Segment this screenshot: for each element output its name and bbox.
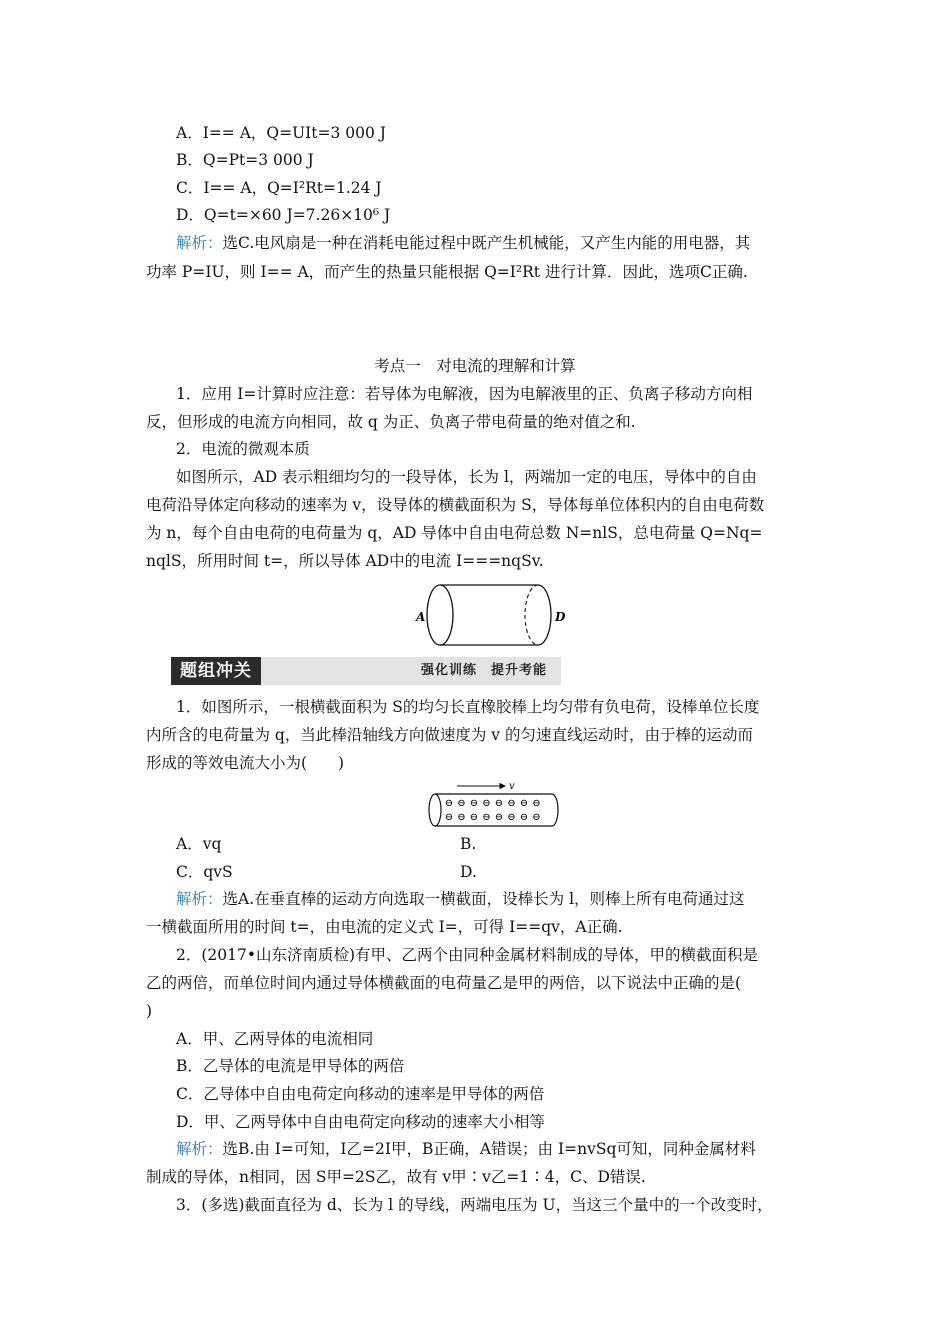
- negative-charge: ⊖: [469, 812, 479, 823]
- q1-analysis-line2: 一横截面所用的时间 t=，由电流的定义式 I=，可得 I==qv，A正确.: [146, 918, 623, 936]
- section-line-4: 如图所示，AD 表示粗细均匀的一段导体，长为 l，两端加一定的电压，导体中的自由: [176, 468, 757, 486]
- section-banner: [171, 657, 561, 685]
- negative-charge: ⊖: [444, 798, 454, 809]
- analysis-label: 解析：: [176, 234, 223, 252]
- q1-line-1: 1．如图所示，一根横截面积为 S的均匀长直橡胶棒上均匀带有负电荷，设棒单位长度: [176, 698, 760, 716]
- negative-charge: ⊖: [444, 812, 454, 823]
- negative-charge: ⊖: [507, 798, 516, 809]
- negative-charge: ⊖: [494, 798, 504, 809]
- q2-option-c: C．乙导体中自由电荷定向移动的速率是甲导体的两倍: [176, 1085, 545, 1103]
- q2-line-3: ): [146, 1002, 153, 1020]
- q2-analysis-line1: 解析：选B.由 I=可知，I乙=2I甲，B正确，A错误；由 I=nvSq可知，同种金属材料: [176, 1140, 756, 1158]
- charged-rod-figure: [425, 778, 565, 830]
- q3-line-1: 3．(多选)截面直径为 d、长为 l 的导线，两端电压为 U，当这三个量中的一个改变时，: [176, 1196, 773, 1214]
- negative-charge: ⊖: [519, 812, 529, 823]
- banner-title: 题组冲关: [171, 657, 261, 685]
- q1-option-d: D.: [460, 863, 477, 881]
- analysis-label: 解析：: [176, 890, 223, 908]
- q1-analysis-line1: 解析：选A.在垂直棒的运动方向选取一横截面，设棒长为 l，则棒上所有电荷通过这: [176, 890, 745, 908]
- top-option-a: A．I== A，Q=UIt=3 000 J: [176, 124, 387, 142]
- negative-charge: ⊖: [482, 798, 491, 809]
- negative-charge: ⊖: [457, 812, 466, 823]
- label-d: D: [555, 610, 566, 624]
- q2-option-b: B．乙导体的电流是甲导体的两倍: [176, 1057, 405, 1075]
- negative-charge: ⊖: [519, 798, 529, 809]
- velocity-label: v: [509, 781, 515, 792]
- section-title: 考点一 对电流的理解和计算: [374, 357, 576, 375]
- top-analysis-line1: 解析：选C.电风扇是一种在消耗电能过程中既产生机械能，又产生内能的用电器，其: [176, 234, 751, 252]
- banner-subtitle: 强化训练 提升考能: [420, 663, 547, 678]
- top-option-d: D．Q=t=×60 J=7.26×10⁶ J: [176, 206, 391, 224]
- negative-charge: ⊖: [532, 812, 541, 823]
- q2-line-2: 乙的两倍，而单位时间内通过导体横截面的电荷量乙是甲的两倍，以下说法中正确的是(: [146, 974, 742, 992]
- q1-line-3: 形成的等效电流大小为( ): [146, 754, 345, 772]
- top-analysis-line2: 功率 P=IU，则 I== A，而产生的热量只能根据 Q=I²Rt 进行计算．因此，选项C正确.: [146, 263, 748, 281]
- q1-line-2: 内所含的电荷量为 q，当此棒沿轴线方向做速度为 v 的匀速直线运动时，由于棒的运动而: [146, 726, 753, 744]
- q1-option-b: B.: [460, 835, 477, 853]
- section-line-5: 电荷沿导体定向移动的速率为 v，设导体的横截面积为 S，导体每单位体积内的自由电荷数: [146, 496, 765, 514]
- negative-charge: ⊖: [469, 798, 479, 809]
- q2-option-d: D．甲、乙两导体中自由电荷定向移动的速率大小相等: [176, 1113, 545, 1131]
- section-line-2: 反，但形成的电流方向相同，故 q 为正、负离子带电荷量的绝对值之和.: [146, 413, 636, 431]
- label-a: A: [416, 610, 426, 624]
- conductor-cylinder-figure: [410, 580, 570, 650]
- section-line-6: 为 n，每个自由电荷的电荷量为 q，AD 导体中自由电荷总数 N=nlS，总电荷量 Q=Nq=: [146, 524, 763, 542]
- section-line-1: 1．应用 I=计算时应注意：若导体为电解液，因为电解液里的正、负离子移动方向相: [176, 385, 753, 403]
- q2-option-a: A．甲、乙两导体的电流相同: [176, 1030, 374, 1048]
- top-option-c: C．I== A，Q=I²Rt=1.24 J: [176, 179, 382, 197]
- negative-charge: ⊖: [457, 798, 466, 809]
- section-line-3: 2．电流的微观本质: [176, 440, 310, 458]
- negative-charge: ⊖: [507, 812, 516, 823]
- q1-option-a: A．vq: [176, 835, 222, 853]
- negative-charge: ⊖: [482, 812, 491, 823]
- negative-charge: ⊖: [532, 798, 541, 809]
- q2-analysis-line2: 制成的导体，n相同，因 S甲=2S乙，故有 v甲∶v乙=1∶4，C、D错误.: [146, 1168, 646, 1186]
- q1-option-c: C．qvS: [176, 863, 233, 881]
- negative-charges: [445, 798, 541, 823]
- q2-line-1: 2．(2017•山东济南质检)有甲、乙两个由同种金属材料制成的导体，甲的横截面积是: [176, 946, 759, 964]
- section-line-7: nqlS，所用时间 t=，所以导体 AD中的电流 I===nqSv.: [146, 552, 544, 570]
- negative-charge: ⊖: [494, 812, 504, 823]
- top-option-b: B．Q=Pt=3 000 J: [176, 151, 314, 169]
- analysis-label: 解析：: [176, 1140, 223, 1158]
